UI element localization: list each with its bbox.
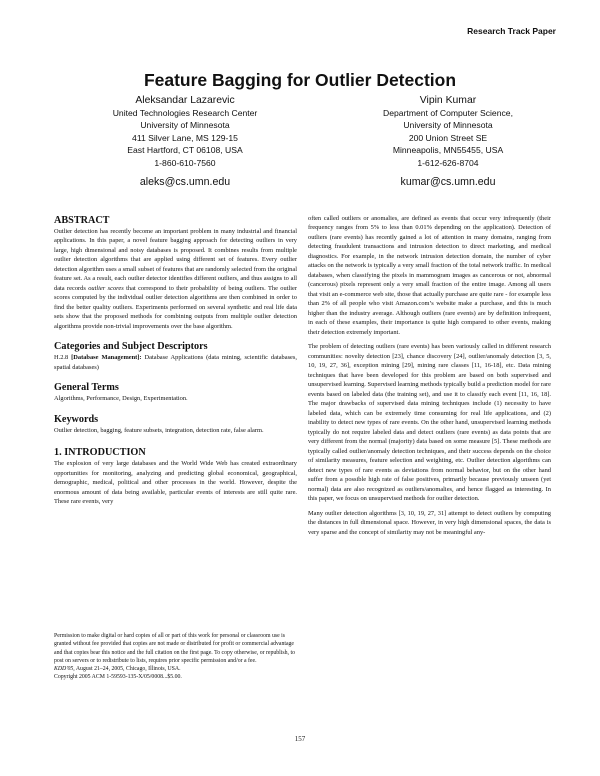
general-terms-text: Algorithms, Performance, Design, Experimentation. <box>54 395 188 403</box>
categories-text: H.2.8 [Database Management]: Database Applications (data mining, scientific databases, spatial databases) <box>54 354 297 371</box>
keywords-heading: Keywords <box>54 413 99 425</box>
abstract-heading: ABSTRACT <box>54 215 110 226</box>
keywords-text: Outlier detection, bagging, feature subsets, integration, detection rate, false alarm. <box>54 426 264 434</box>
categories-heading: Categories and Subject Descriptors <box>54 341 208 353</box>
paper-title: Feature Bagging for Outlier Detection <box>143 70 457 90</box>
author-line: Minneapolis, MN55455, USA <box>392 145 504 156</box>
general-terms-heading: General Terms <box>54 382 119 394</box>
track-label: Research Track Paper <box>467 26 556 36</box>
author-block-1 <box>70 94 300 189</box>
author-line: University of Minnesota <box>403 120 493 131</box>
copyright-footnote <box>54 632 297 682</box>
author-block-2 <box>333 94 563 189</box>
body-paragraph: often called outliers or anomalies, are defined as events that occur very infrequently (their frequency ranges from 5% to less than 0.01% depending on the application). Detection of outliers (rare events) has recently gained a lot of attention in many domains, ranging from detecting fraudulent transactions and intrusion detection to direct marketing, and medical diagnostics. For example, in the network intrusion detection domain, the number of cyber attacks on the network is typically a very small fraction of the total network traffic. In medical databases, when classifying the pixels in mammogram images as cancerous or not, abnormal (cancerous) pixels represent only a very small fraction of the entire image. Among all users that visit an e-commerce web site, those that actually purchase are quite rare - for example less than 2% of all people who visit Amazon.com’s website make a purchase, and this is much higher than the industry average. Although outliers (rare events) are by definition infrequent, in each of these examples, their importance is quite high compared to other events, making their detection extremely important. <box>308 215 551 336</box>
author-phone: 1-860-610-7560 <box>154 157 216 168</box>
author-name: Vipin Kumar <box>419 95 477 106</box>
body-paragraph: The problem of detecting outliers (rare events) has been variously called in different research communities: novelty detection [23], chance discovery [24], outlier/anomaly detection [3, 5, 10, 19, 27, 36], exception mining [29], mining rare classes [11, 16-18], etc. Data mining techniques that have been developed for this problem are based on both supervised and unsupervised learning. Supervised learning methods typically build a prediction model for rare events based on labeled data (the training set), and use it to classify each event [11, 16, 18]. The major drawbacks of supervised data mining techniques include (1) necessity to have labeled data, which can be extremely time consuming for real life applications, and (2) inability to detect new types of rare events. On the other hand, unsupervised learning methods typically do not require labeled data and detect outliers (rare events) as data points that are very different from the normal (majority) data based on some measure [5]. These methods are typically called outlier/anomaly detection techniques, and their success depends on the choice of similarity measures, feature selection and weighting, etc. Outlier detection algorithms can detect new types of rare events as deviations from normal behavior, but on the other hand suffer from a possible high rate of false positives, primarily because previously unseen (yet normal) data are also recognized as outliers/anomalies, and hence flagged as interesting. In this paper, we focus on unsupervised methods for outlier detection. <box>308 343 551 503</box>
page-number: 157 <box>294 735 306 743</box>
author-line: East Hartford, CT 06108, USA <box>127 145 243 156</box>
body-paragraph: Many outlier detection algorithms [3, 10, 19, 27, 31] attempt to detect outliers by computing the distances in full dimensional space. However, in very high dimensional spaces, the data is very sparse and the concept of similarity may not be meaningful any- <box>308 509 551 536</box>
author-email: aleks@cs.umn.edu <box>139 176 231 189</box>
left-column <box>54 214 297 507</box>
copyright-line: Copyright 2005 ACM 1-59593-135-X/05/0008...$5.00. <box>54 674 182 681</box>
introduction-heading: 1. INTRODUCTION <box>54 447 146 459</box>
author-email: kumar@cs.umn.edu <box>400 176 496 189</box>
author-line: 200 Union Street SE <box>408 132 488 143</box>
author-name: Aleksandar Lazarevic <box>135 95 235 106</box>
author-line: University of Minnesota <box>140 120 230 131</box>
author-line: 411 Silver Lane, MS 129-15 <box>132 132 238 143</box>
abstract-text: Outlier detection has recently become an important problem in many industrial and financial applications. In this paper, a novel feature bagging approach for detecting outliers in very large, high dimensional and noisy databases is proposed. It combines results from multiple outlier detection algorithms that are applied using different set of features. Every outlier detection algorithm uses a small subset of features that are randomly selected from the original feature set. As a result, each outlier detector identifies different outliers, and thus assigns to all data records outlier scores that correspond to their probability of being outliers. The outlier scores computed by the individual outlier detection algorithms are then combined in order to find the better quality outliers. Experiments performed on several synthetic and real life data sets show that the proposed methods for combining outputs from multiple outlier detection algorithms provide non-trivial improvements over the base algorithm. <box>54 228 297 330</box>
author-affiliation: United Technologies Research Center <box>112 108 258 118</box>
introduction-text: The explosion of very large databases and the World Wide Web has created extraordinary opportunities for monitoring, analyzing and predicting global economical, geographical, demographic, medical, political and other processes in the world. However, despite the enormous amount of data being available, particular events of interests are still quite rare. These rare events, very <box>54 460 297 506</box>
right-column <box>308 214 551 537</box>
author-phone: 1-612-626-8704 <box>417 157 479 168</box>
conference-line: KDD'05, August 21–24, 2005, Chicago, Illinois, USA. <box>54 666 181 673</box>
permission-notice: Permission to make digital or hard copies of all or part of this work for personal or classroom use is granted without fee provided that copies are not made or distributed for profit or commercial advantage and that copies bear this notice and the full citation on the first page. To copy otherwise, or republish, to post on servers or to redistribute to lists, requires prior specific permission and/or a fee. <box>54 633 295 664</box>
author-affiliation: Department of Computer Science, <box>383 108 513 118</box>
